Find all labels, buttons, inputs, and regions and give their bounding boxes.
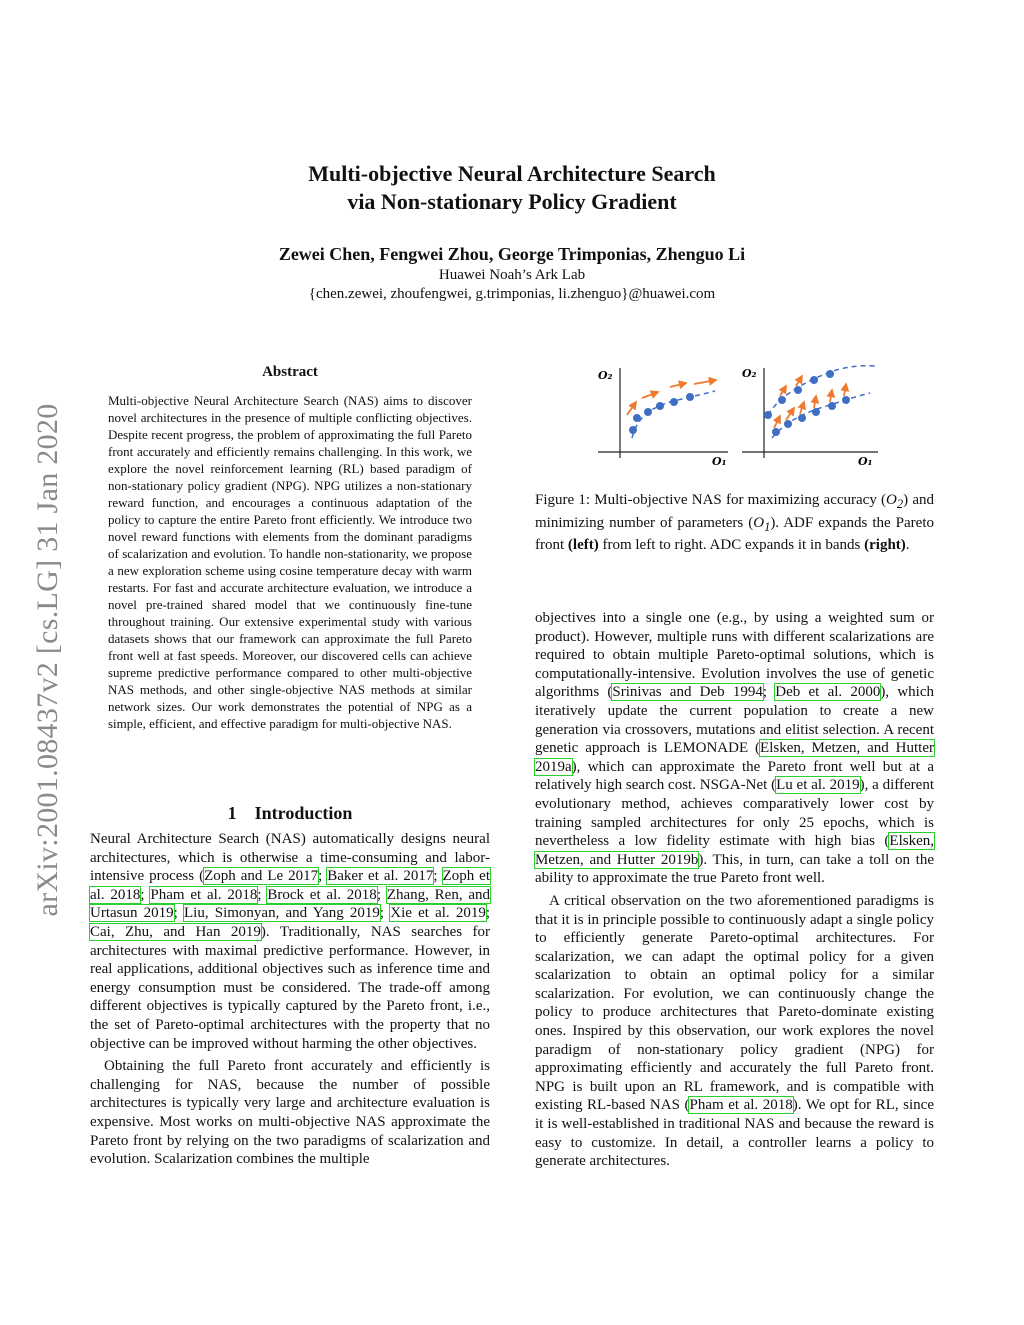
pareto-point xyxy=(764,411,772,419)
pareto-point xyxy=(794,386,802,394)
pareto-point xyxy=(826,370,834,378)
text-run: ). This, in turn, can take a toll on the ability to approximate the true Pareto front well. xyxy=(535,851,934,887)
title-line-1: Multi-objective Neural Architecture Search xyxy=(308,161,716,186)
section-heading xyxy=(90,803,490,824)
text-run: ; xyxy=(762,684,776,701)
right-paragraph-2 xyxy=(535,892,934,1171)
text-run: ; xyxy=(379,905,391,922)
abstract-heading: Abstract xyxy=(262,364,318,380)
text-run: ). We opt for RL, since it is well-established in traditional NAS and because the reward is easy to customize. In detail, a controller learns a policy to generate architectures. xyxy=(535,1097,934,1170)
text-run: Neural Architecture Search (NAS) automatically designs neural architectures, which is otherwise a time-consuming and labor-intensive process ( xyxy=(90,831,490,885)
figure-caption xyxy=(535,491,934,555)
citation-link[interactable]: Xie et al. 2019 xyxy=(390,905,486,922)
text-run: ; xyxy=(376,886,387,903)
citation-link[interactable]: Elsken, Metzen, and Hutter 2019a xyxy=(535,740,935,775)
expansion-arrow xyxy=(844,384,846,396)
math-o1 xyxy=(753,514,771,534)
citation-link[interactable]: Brock et al. 2018 xyxy=(267,886,377,903)
title-line-2: via Non-stationary Policy Gradient xyxy=(347,189,677,214)
math-subscript: 2 xyxy=(896,497,904,511)
left-points xyxy=(629,393,694,434)
pareto-point xyxy=(828,402,836,410)
pareto-point xyxy=(778,396,786,404)
math-symbol: O xyxy=(753,514,765,531)
expansion-arrow xyxy=(642,392,658,398)
text-run: ; xyxy=(140,886,151,903)
expansion-arrow xyxy=(774,416,780,428)
text-run: ). ADF expands the Pareto front xyxy=(535,514,934,554)
text-run: from left to right. ADC expands it in bands xyxy=(598,537,865,554)
expansion-arrow xyxy=(780,386,786,396)
citation-link[interactable]: Srinivas and Deb 1994 xyxy=(612,684,763,701)
right-pareto-curve-lower xyxy=(772,393,870,438)
abstract-body: Multi-objective Neural Architecture Search (NAS) aims to discover novel architectures in the presence of multiple conflicting objectives. Despite recent progress, the problem of approximating the full Pareto front accurately and efficiently remains challenging. In this work, we explore the novel reinforcement learning (RL) based paradigm of non-stationary policy gradient (NPG). NPG utilizes a non-stationary reward function, and encourages a continuous adaptation of the policy to capture the entire Pareto front efficiently. We introduce two novel reward functions with elements from the dominant paradigms of scalarization and evolution. To handle non-stationarity, we propose a new exploration scheme using cosine temperature decay with warm restarts. For fast and accurate architecture evaluation, we introduce a novel pre-trained shared model that we continuously fine-tune throughout training. Our extensive experimental study with various datasets shows that our framework can approximate the full Pareto front well at fast speeds. Moreover, our discovered cells can achieve supreme predictive performance compared to other multi-objective NAS methods, and other single-objective NAS methods at similar network sizes. Our work demonstrates the potential of NPG as a simple, efficient, and effective paradigm for multi-objective NAS. xyxy=(108,393,472,731)
pareto-point xyxy=(772,428,780,436)
emails: {chen.zewei, zhoufengwei, g.trimponias, li.zhenguo}@huawei.com xyxy=(308,286,716,302)
intro-paragraph-1 xyxy=(90,830,490,1053)
left-x-label: O₁ xyxy=(712,455,727,468)
citation-link[interactable]: Pham et al. 2018 xyxy=(689,1097,793,1114)
paper-title xyxy=(0,160,1024,216)
pareto-point xyxy=(686,393,694,401)
text-run: ; xyxy=(318,868,328,885)
expansion-arrow xyxy=(786,408,794,420)
authors: Zewei Chen, Fengwei Zhou, George Trimponias, Zhenguo Li xyxy=(278,244,746,264)
pareto-point xyxy=(798,414,806,422)
left-arrows xyxy=(627,380,716,415)
expansion-arrow xyxy=(796,376,802,386)
pareto-point xyxy=(812,408,820,416)
arxiv-identifier: arXiv:2001.08437v2 [cs.LG] 31 Jan 2020 xyxy=(31,403,64,917)
figure-left-panel xyxy=(598,368,728,468)
intro-paragraph-2: Obtaining the full Pareto front accurately and efficiently is challenging for NAS, because the number of possible architectures is typically very large and architecture evaluation is expensive. Most works on multi-objective NAS approximate the Pareto front by relying on the two paradigms of scalarization and evolution. Scalarization combines the multiple xyxy=(90,1058,490,1168)
pareto-point xyxy=(810,376,818,384)
section-number: 1 xyxy=(227,803,237,823)
text-run: ; xyxy=(485,905,490,922)
figure-right-panel xyxy=(742,366,878,468)
section-title: Introduction xyxy=(254,803,353,823)
citation-link[interactable]: Elsken, Metzen, and Hutter 2019b xyxy=(535,833,934,868)
left-column xyxy=(90,830,490,1169)
left-y-label: O₂ xyxy=(598,369,613,382)
text-run: A critical observation on the two aforementioned paradigms is that it is in principle possible to continuously adapt a single policy to efficiently generate Pareto-optimal architectures. For scalarization, we can adapt the optimal policy for a given scalarization to obtain an optimal policy for a similar scalarization. For evolution, we can continuously change the policy to produce architectures that Pareto-dominate existing ones. Inspired by this observation, our work explores the novel paradigm of non-stationary policy gradient (NPG) for approximating efficiently and accurately the full Pareto front. NPG is built upon an RL framework, and is compatible with existing RL-based NAS ( xyxy=(535,892,934,1114)
arxiv-side-label xyxy=(28,360,68,960)
citation-link[interactable]: Pham et al. 2018 xyxy=(150,886,258,903)
right-paragraph-1 xyxy=(535,609,934,888)
citation-link[interactable]: Liu, Simonyan, and Yang 2019 xyxy=(184,905,380,922)
expansion-arrow xyxy=(694,380,716,384)
citation-link[interactable]: Zhang, Ren, and Urtasun 2019 xyxy=(90,886,491,922)
math-symbol: O xyxy=(886,492,897,508)
citation-link[interactable]: Zoph et al. 2018 xyxy=(90,868,490,903)
text-run: ; xyxy=(173,905,184,922)
bold-text: (right) xyxy=(864,537,906,554)
text-run: ) and minimizing number of parameters ( xyxy=(535,492,935,531)
citation-link[interactable]: Deb et al. 2000 xyxy=(775,684,881,701)
right-x-label: O₁ xyxy=(858,455,873,468)
citation-link[interactable]: Cai, Zhu, and Han 2019 xyxy=(90,923,261,940)
citation-link[interactable]: Baker et al. 2017 xyxy=(327,868,434,885)
text-run: ), a different evolutionary method, achieves comparatively lower cost by training sampled architectures for only 25 epochs, which is nevertheless a low fidelity estimate with high bias ( xyxy=(535,777,934,850)
text-run: Figure 1: Multi-objective NAS for maximizing accuracy ( xyxy=(535,492,887,508)
text-run: . xyxy=(905,537,910,554)
pareto-point xyxy=(644,408,652,416)
pareto-point xyxy=(656,402,664,410)
pareto-point xyxy=(784,420,792,428)
text-run: ), which iteratively update the current population to create a new generation via crossovers, mutations and elitist selection. A recent genetic approach is LEMONADE ( xyxy=(535,684,935,757)
right-y-label: O₂ xyxy=(742,367,757,380)
text-run: ). Traditionally, NAS searches for architectures with maximal predictive performance. However, in real applications, additional objectives such as inference time and energy consumption must be considered. The trade-off among different objectives is typically captured by the Pareto front, i.e., the set of Pareto-optimal architectures with the property that no objective can be improved without harming the other objectives. xyxy=(90,923,490,1052)
affiliation: Huawei Noah’s Ark Lab xyxy=(438,267,586,283)
bold-text: (left) xyxy=(567,537,599,554)
expansion-arrow xyxy=(814,396,816,408)
pareto-point xyxy=(633,414,641,422)
pareto-point xyxy=(629,426,637,434)
expansion-arrow xyxy=(627,402,636,415)
pareto-point xyxy=(670,398,678,406)
pareto-figure xyxy=(590,360,890,470)
right-column xyxy=(535,609,934,1171)
expansion-arrow xyxy=(800,402,804,414)
pareto-point xyxy=(842,396,850,404)
expansion-arrow xyxy=(830,390,832,402)
math-subscript: 1 xyxy=(764,519,771,534)
text-run: objectives into a single one (e.g., by using a weighted sum or product). However, multiple runs with different scalarizations are required to obtain multiple Pareto-optimal solutions, which is computationally-intensive. Evolution involves the use of genetic algorithms ( xyxy=(535,610,934,701)
text-run: ; xyxy=(433,868,443,885)
text-run: ), which can approximate the Pareto front well but at a relatively high search cost. NSGA-Net ( xyxy=(535,758,934,794)
text-run: ; xyxy=(257,886,268,903)
math-o2 xyxy=(886,492,904,511)
expansion-arrow xyxy=(670,383,686,387)
citation-link[interactable]: Zoph and Le 2017 xyxy=(204,868,319,885)
citation-link[interactable]: Lu et al. 2019 xyxy=(776,777,860,794)
